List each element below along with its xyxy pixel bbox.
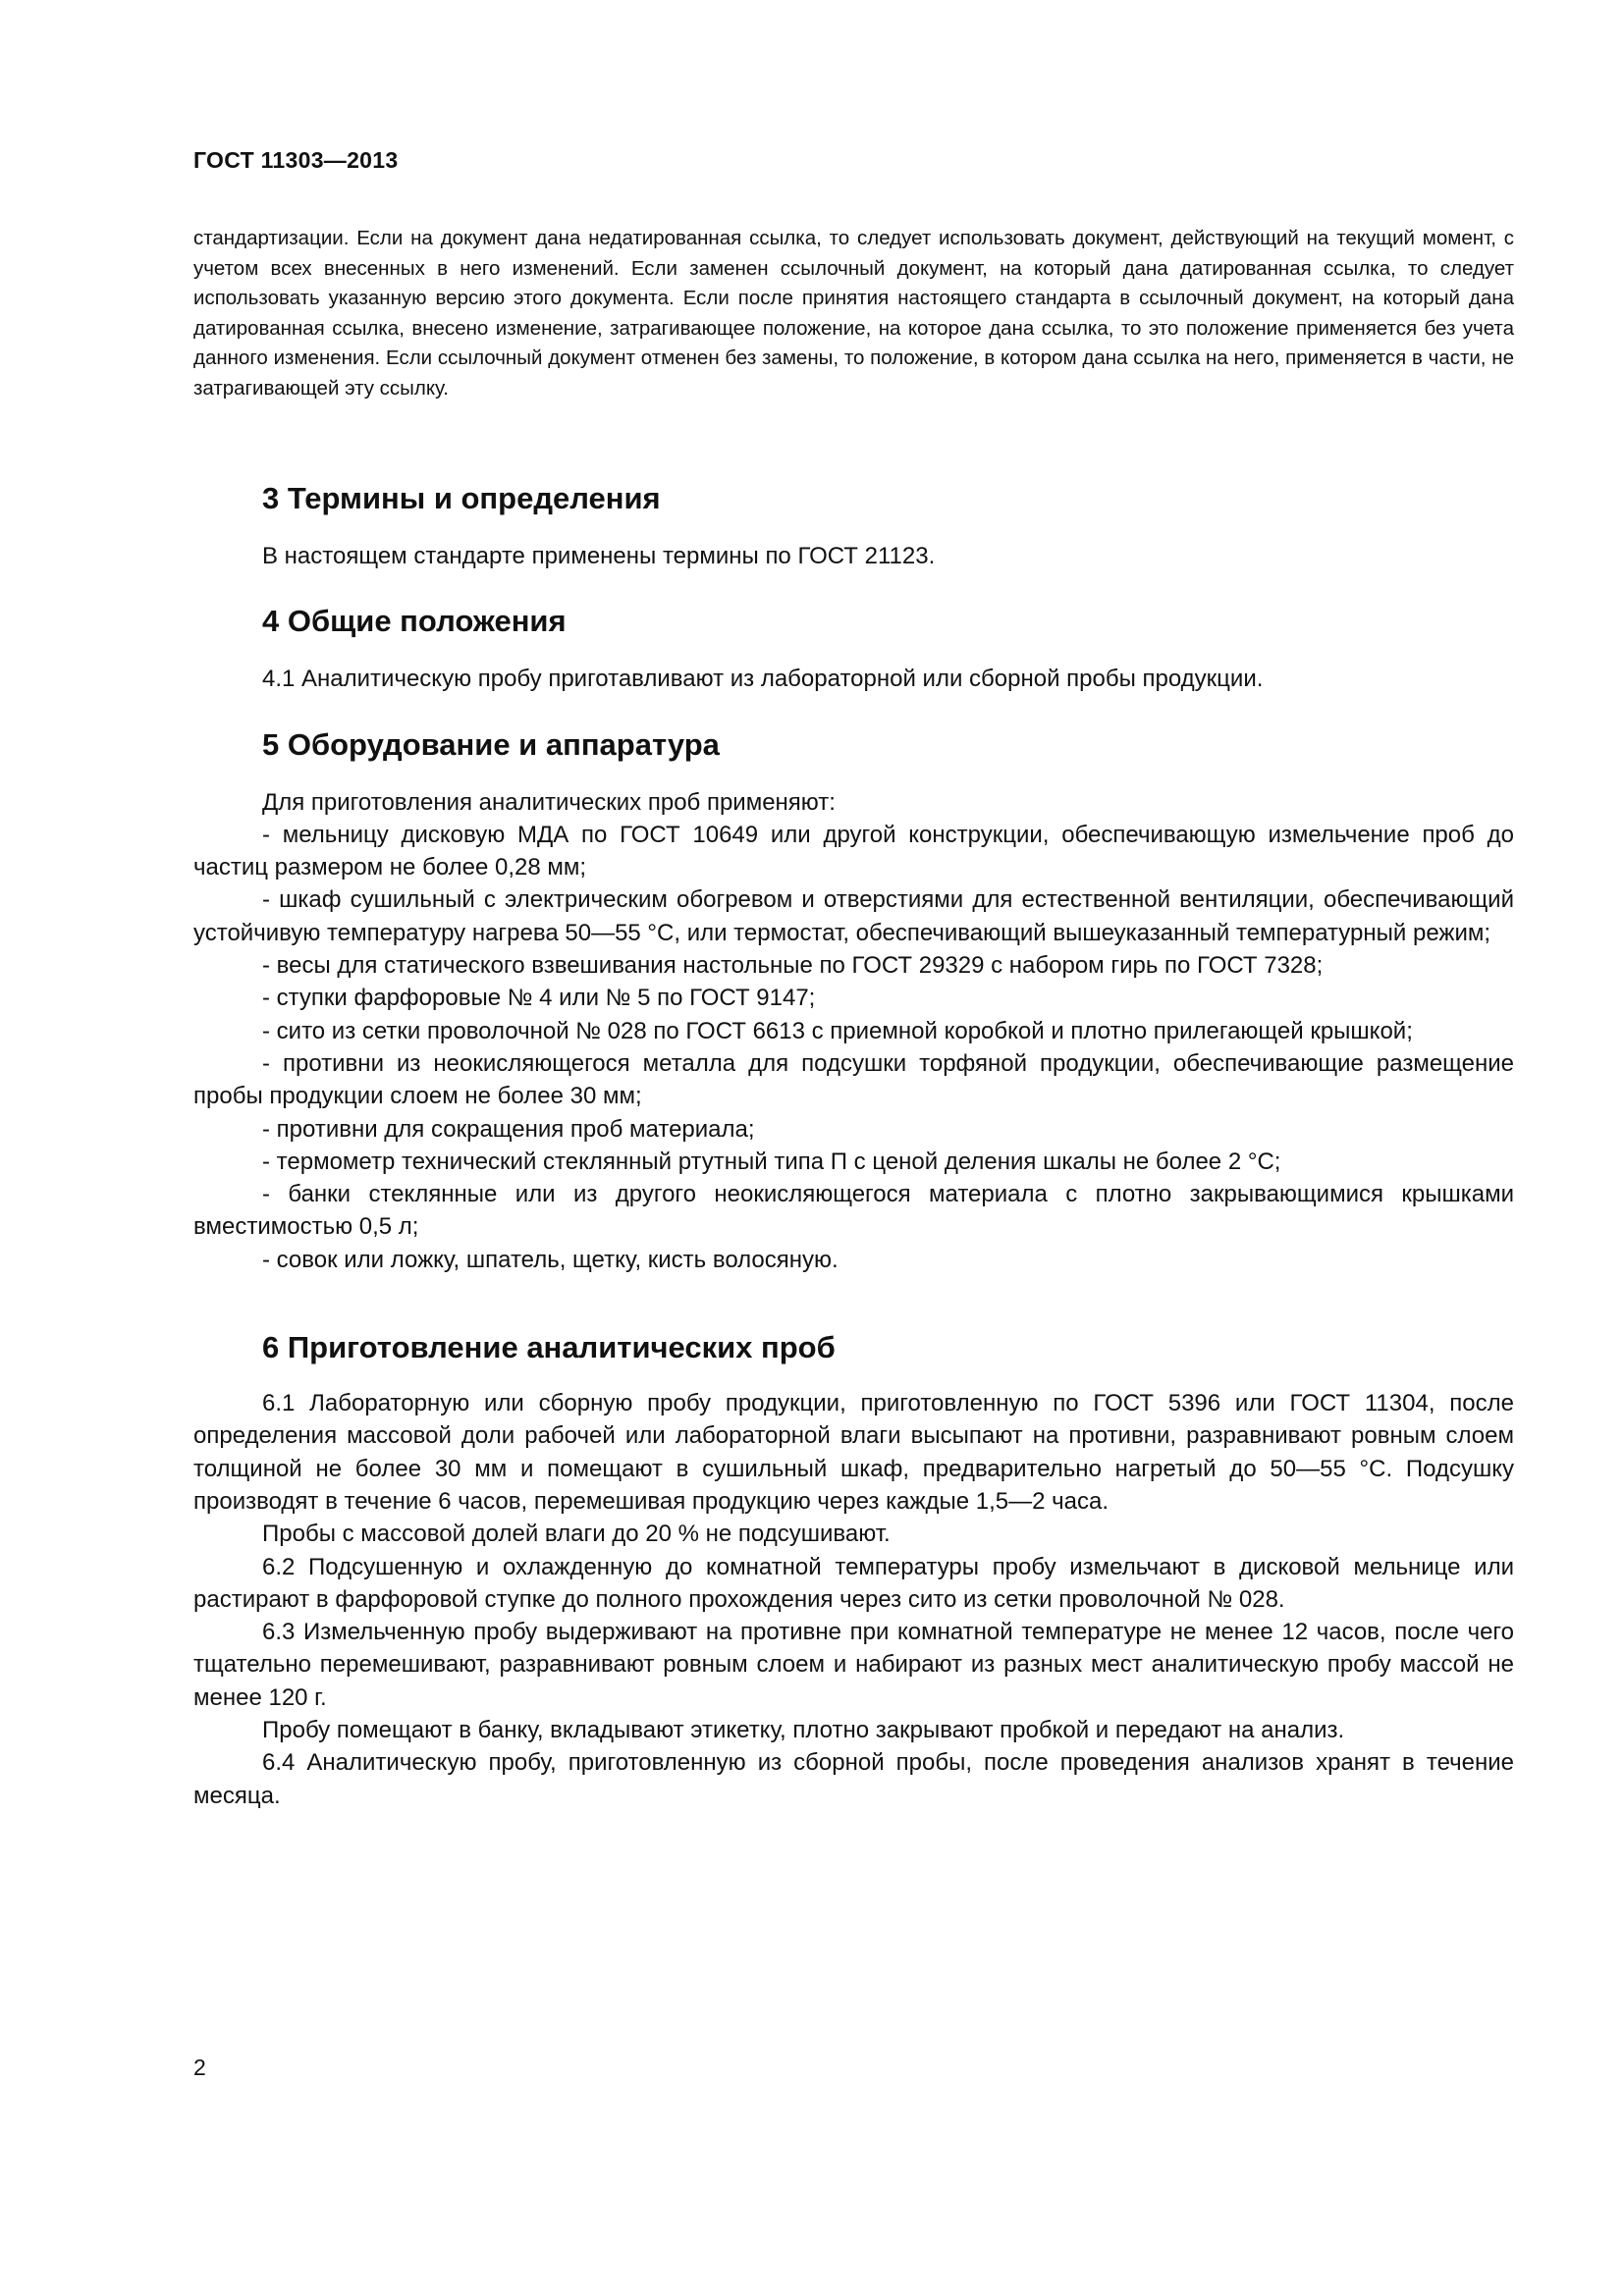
section-title: 5 Оборудование и аппаратура bbox=[262, 726, 720, 762]
paragraph: В настоящем стандарте применены термины по ГОСТ 21123. bbox=[262, 543, 936, 569]
paragraph: Пробы с массовой долей влаги до 20 % не подсушивают. bbox=[262, 1521, 891, 1548]
list-item: - ступки фарфоровые № 4 или № 5 по ГОСТ 9147; bbox=[262, 985, 816, 1012]
paragraph: Для приготовления аналитических проб применяют: bbox=[262, 788, 836, 816]
page-number: 2 bbox=[193, 2055, 206, 2080]
section-equipment bbox=[193, 725, 1514, 1276]
preface-block bbox=[193, 224, 1514, 403]
list-item: - мельницу дисковую МДА по ГОСТ 10649 или другой конструкции, обеспечивающую измельчение проб до частиц размером не более 0,28 мм; bbox=[193, 821, 1514, 881]
section-terms bbox=[193, 479, 1514, 572]
paragraph: 6.2 Подсушенную и охлажденную до комнатной температуры пробу измельчают в дисковой мельнице или растирают в фарфоровой ступке до полного прохождения через сито из сетки проволочной № 028. bbox=[193, 1553, 1514, 1613]
list-item: - весы для статического взвешивания настольные по ГОСТ 29329 с набором гирь по ГОСТ 7328; bbox=[262, 952, 1324, 980]
list-item: - совок или ложку, шпатель, щетку, кисть волосяную. bbox=[262, 1246, 839, 1273]
section-title: 3 Термины и определения bbox=[262, 481, 661, 515]
section-general bbox=[193, 602, 1514, 695]
list-item: - шкаф сушильный с электрическим обогревом и отверстиями для естественной вентиляции, обеспечивающий устойчивую температуру нагрева 50—55 °С, или термостат, обеспечивающий вышеуказанный температурный режим; bbox=[193, 886, 1514, 946]
paragraph: 6.1 Лабораторную или сборную пробу продукции, приготовленную по ГОСТ 5396 или ГОСТ 11304, после определения массовой доли рабочей или лабораторной влаги высыпают на противни, разравнивают ровным слоем толщиной не более 30 мм и помещают в сушильный шкаф, предварительно нагретый до 50—55 °С. Подсушку производят в течение 6 часов, перемешивая продукцию через каждые 1,5—2 часа. bbox=[193, 1390, 1514, 1515]
section-preparation bbox=[193, 1328, 1514, 1812]
document-header: ГОСТ 11303—2013 bbox=[193, 147, 399, 173]
list-item: - банки стеклянные или из другого неокисляющегося материала с плотно закрывающимися крышками вместимостью 0,5 л; bbox=[193, 1181, 1514, 1241]
paragraph: Пробу помещают в банку, вкладывают этикетку, плотно закрывают пробкой и передают на анализ. bbox=[262, 1717, 1345, 1744]
list-item: - противни из неокисляющегося металла для подсушки торфяной продукции, обеспечивающие размещение пробы продукции слоем не более 30 мм; bbox=[193, 1049, 1514, 1110]
paragraph: 4.1 Аналитическую пробу приготавливают из лабораторной или сборной пробы продукции. bbox=[262, 666, 1264, 693]
paragraph: 6.3 Измельченную пробу выдерживают на противне при комнатной температуре не менее 12 часов, после чего тщательно перемешивают, разравнивают ровным слоем и набирают из разных мест аналитическую пробу массой не менее 120 г. bbox=[193, 1619, 1514, 1711]
preface-paragraph: стандартизации. Если на документ дана недатированная ссылка, то следует использовать документ, действующий на текущий момент, с учетом всех внесенных в него изменений. Если заменен ссылочный документ, на который дана датированная ссылка, то следует использовать указанную версию этого документа. Если после принятия настоящего стандарта в ссылочный документ, на который дана датированная ссылка, внесено изменение, затрагивающее положение, на которое дана ссылка, то это положение применяется без учета данного изменения. Если ссылочный документ отменен без замены, то положение, в котором дана ссылка на него, применяется в части, не затрагивающей эту ссылку. bbox=[193, 227, 1514, 400]
paragraph: 6.4 Аналитическую пробу, приготовленную из сборной пробы, после проведения анализов хранят в течение месяца. bbox=[193, 1749, 1514, 1809]
document-body bbox=[193, 479, 1514, 1812]
list-item: - противни для сокращения проб материала; bbox=[262, 1115, 755, 1143]
section-title: 6 Приготовление аналитических проб bbox=[262, 1330, 836, 1365]
list-item: - термометр технический стеклянный ртутный типа П с ценой деления шкалы не более 2 °С; bbox=[262, 1148, 1281, 1175]
list-item: - сито из сетки проволочной № 028 по ГОСТ 6613 с приемной коробкой и плотно прилегающей крышкой; bbox=[262, 1017, 1413, 1044]
section-title: 4 Общие положения bbox=[262, 604, 567, 639]
